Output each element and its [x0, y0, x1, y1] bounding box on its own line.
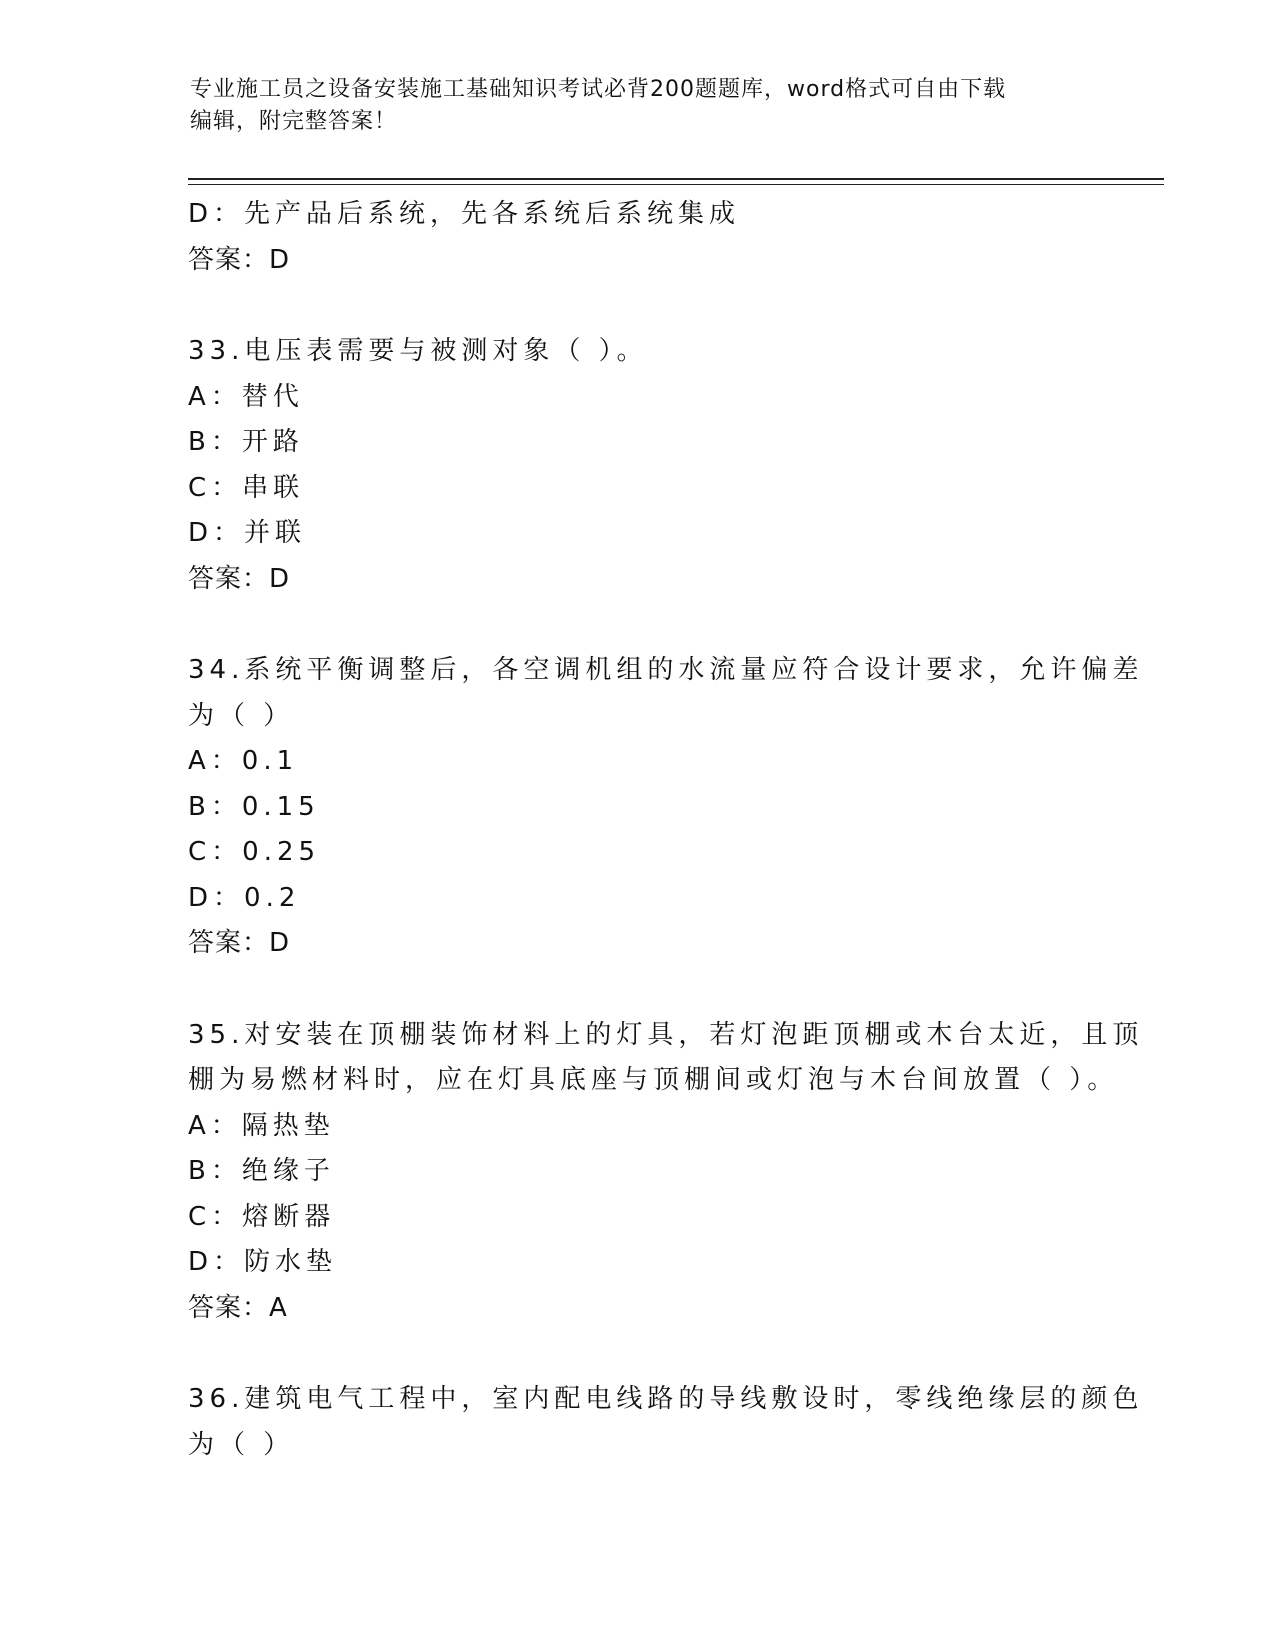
option-a: A：隔热垫	[188, 1110, 335, 1141]
header-divider-thick	[188, 178, 1164, 180]
answer-line: 答案：D	[188, 244, 291, 275]
question-34	[188, 648, 1144, 967]
question-stem-line-1: 36.建筑电气工程中，室内配电线路的导线敷设时，零线绝缘层的颜色	[188, 1384, 1144, 1414]
option-a: A：0.1	[188, 746, 299, 776]
header-line-2: 编辑，附完整答案！	[190, 109, 398, 134]
question-stem-line-1: 35.对安装在顶棚装饰材料上的灯具，若灯泡距顶棚或木台太近，且顶	[188, 1019, 1144, 1050]
header-line-1: 专业施工员之设备安装施工基础知识考试必背200题题库，word格式可自由下载	[190, 77, 1007, 102]
option-c: C：串联	[188, 472, 305, 503]
question-stem-line-2: 棚为易燃材料时，应在灯具底座与顶棚间或灯泡与木台间放置（ ）。	[188, 1065, 1119, 1095]
previous-question-tail	[188, 192, 1088, 283]
option-c: C：0.25	[188, 837, 321, 867]
option-c: C：熔断器	[188, 1201, 336, 1232]
option-d: D：防水垫	[188, 1247, 338, 1277]
spacer	[188, 602, 1088, 648]
option-b: B：开路	[188, 427, 304, 457]
option-d: D：并联	[188, 518, 307, 548]
question-35	[188, 1013, 1144, 1332]
page-header	[190, 74, 1070, 138]
header-divider-thin	[188, 184, 1164, 185]
answer-line: 答案：A	[188, 1292, 288, 1323]
question-stem-line-1: 34.系统平衡调整后，各空调机组的水流量应符合设计要求，允许偏差	[188, 655, 1144, 685]
question-stem-line-2: 为（ ）	[188, 700, 295, 731]
option-b: B：0.15	[188, 791, 320, 822]
answer-line: 答案：D	[188, 928, 291, 958]
question-list	[188, 192, 1144, 1468]
question-36	[188, 1377, 1144, 1468]
spacer	[188, 1331, 1088, 1377]
option-d: D：先产品后系统，先各系统后系统集成	[188, 199, 741, 229]
spacer	[188, 967, 1088, 1013]
answer-line: 答案：D	[188, 563, 291, 594]
question-33	[188, 329, 1088, 602]
option-d: D：0.2	[188, 882, 301, 913]
option-b: B：绝缘子	[188, 1156, 335, 1186]
question-stem-line-2: 为（ ）	[188, 1429, 295, 1460]
spacer	[188, 283, 1088, 329]
option-a: A：替代	[188, 381, 304, 412]
question-stem: 33.电压表需要与被测对象（ ）。	[188, 336, 648, 366]
